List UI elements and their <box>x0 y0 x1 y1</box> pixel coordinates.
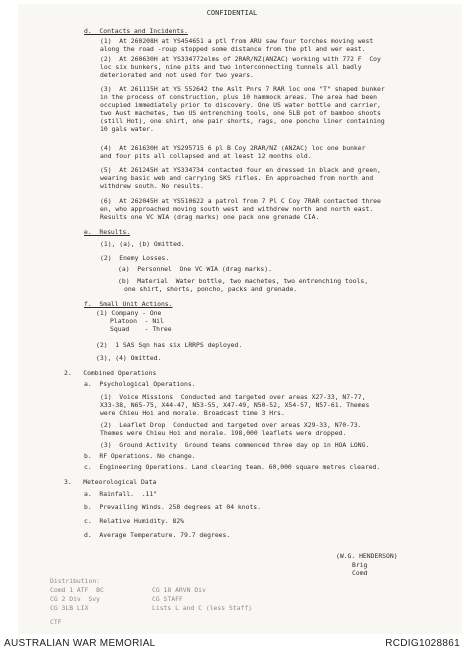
distribution-item-6: Lists L and C (less Staff) <box>152 604 253 612</box>
archive-reference: RCDIG1028861 <box>385 638 460 649</box>
relative-humidity-line: c. Relative Humidity. 82% <box>84 517 185 525</box>
material-line-2: one shirt, shorts, poncho, packs and grenade. <box>124 285 298 293</box>
leaflet-drop-line-2: Themes were Chieu Hoi and morale. 198,000 leaflets were dropped. <box>100 429 347 437</box>
contact-3-line-6: 10 gals water. <box>100 125 154 133</box>
contact-4-line-1: (4) At 261630H at YS295715 6 pl B Coy 2RAR/NZ (ANZAC) loc one bunker <box>100 144 366 152</box>
personnel-line: (a) Personnel One VC WIA (drag marks). <box>118 265 272 273</box>
section-small-unit-heading: f. Small Unit Actions. <box>84 300 173 308</box>
contact-4-line-2: and four pits all collapsed and at least 12 months old. <box>100 152 312 160</box>
contact-2-line-3: deteriorated and not used for two years. <box>100 71 254 79</box>
contact-5-line-3: withdrew south. No results. <box>100 182 204 190</box>
contact-5-line-1: (5) At 261245H at YS334734 contacted four en dressed in black and green, <box>100 166 381 174</box>
signatory-rank: Brig <box>352 561 368 569</box>
squad-count: Squad - Three <box>110 325 172 333</box>
classification-header: CONFIDENTIAL <box>206 9 258 17</box>
distribution-item-5: CG STAFF <box>152 595 183 603</box>
contact-3-line-3: occupied immediately prior to discovery. One US water bottle and carrier, <box>100 101 381 109</box>
contact-3-line-1: (3) At 261115H at YS 552642 the Aslt Pnrs 7 RAR loc one "T" shaped bunker <box>100 85 385 93</box>
material-line-1: (b) Material Water bottle, two machetes, two entrenching tools, <box>118 277 369 285</box>
contact-1-line-2: along the road -roup stopped some distance from the ptl and wer east. <box>100 45 366 53</box>
contact-3-line-5: (still Hot), one shirt, one pair shorts, rags, one poncho liner containing <box>100 117 385 125</box>
distribution-item-7: CTF <box>50 618 62 626</box>
distribution-item-4: CG 18 ARVN Div <box>152 586 206 594</box>
items-omitted: (3), (4) Omitted. <box>96 354 162 362</box>
prevailing-winds-line: b. Prevailing Winds. 258 degrees at 04 knots. <box>84 503 261 511</box>
contact-3-line-2: in the process of construction, plus 10 hammock areas. The area had been <box>100 93 378 101</box>
rainfall-line: a. Rainfall. .11" <box>84 490 158 498</box>
signatory-name: (W.G. HENDERSON) <box>336 552 398 560</box>
section-results-heading: e. Results. <box>84 228 131 236</box>
contact-6-line-1: (6) At 262045H at YS510622 a patrol from 7 Pl C Coy 7RAR contacted three <box>100 197 381 205</box>
ground-activity-line: (3) Ground Activity Ground teams commenced three day op in HOA LONG. <box>100 441 370 449</box>
distribution-item-1: Comd 1 ATF BC <box>50 586 104 594</box>
contact-6-line-2: en, who approached moving south west and withdrew north and north east. <box>100 205 374 213</box>
distribution-item-3: CG 3LB LIX <box>50 604 89 612</box>
contact-6-line-3: Results one VC WIA (drag marks) one pack one grenade CIA. <box>100 213 320 221</box>
engineering-operations-line: c. Engineering Operations. Land clearing team. 60,000 square metres cleared. <box>84 463 381 471</box>
company-count: (1) Company - One <box>96 309 162 317</box>
contact-1-line-1: (1) At 260208H at YS454651 a ptl from ARU saw four torches moving west <box>100 37 374 45</box>
contact-3-line-4: two Aust machetes, two US entrenching tools, one 5LB pot of bamboo shoots <box>100 109 381 117</box>
voice-missions-line-3: were Chieu Hoi and morale. Broadcast time 3 Hrs. <box>100 409 285 417</box>
signatory-appointment: Comd <box>352 569 368 577</box>
voice-missions-line-2: X33-38, N65-75, X44-47, N53-55, X47-49, N50-52, X54-57, N57-61. Themes <box>100 401 370 409</box>
voice-missions-line-1: (1) Voice Missions Conducted and targeted over areas X27-33, N7-77, <box>100 393 366 401</box>
section-meteorological-heading: 3. Meteorological Data <box>64 478 157 486</box>
archive-name: AUSTRALIAN WAR MEMORIAL <box>4 638 156 649</box>
archive-footer <box>0 634 464 654</box>
section-contacts-heading: d. Contacts and Incidents. <box>84 27 188 35</box>
contact-2-line-2: loc six bunkers, nine pits and two interconnecting tunnels all badly <box>100 63 362 71</box>
sas-deployed: (2) 1 SAS Sqn has six LRRPS deployed. <box>96 341 243 349</box>
psyops-heading: a. Psychological Operations. <box>84 380 196 388</box>
distribution-item-2: CG 2 Div Svy <box>50 595 101 603</box>
rf-operations-line: b. RF Operations. No change. <box>84 452 196 460</box>
platoon-count: Platoon - Nil <box>110 317 164 325</box>
enemy-losses-heading: (2) Enemy Losses. <box>100 254 170 262</box>
contact-2-line-1: (2) At 260630H at YS334772elms of 2RAR/NZ(ANZAC) working with 772 F Coy <box>100 55 381 63</box>
section-combined-operations-heading: 2. Combined Operations <box>64 369 157 377</box>
contact-5-line-2: wearing basic web and carrying SKS rifles. En approached from north and <box>100 174 374 182</box>
results-omitted: (1), (a), (b) Omitted. <box>100 240 185 248</box>
distribution-heading: Distribution: <box>50 577 101 585</box>
average-temperature-line: d. Average Temperature. 79.7 degrees. <box>84 531 231 539</box>
leaflet-drop-line-1: (2) Leaflet Drop Conducted and targeted over areas X29-33, N70-73. <box>100 421 362 429</box>
